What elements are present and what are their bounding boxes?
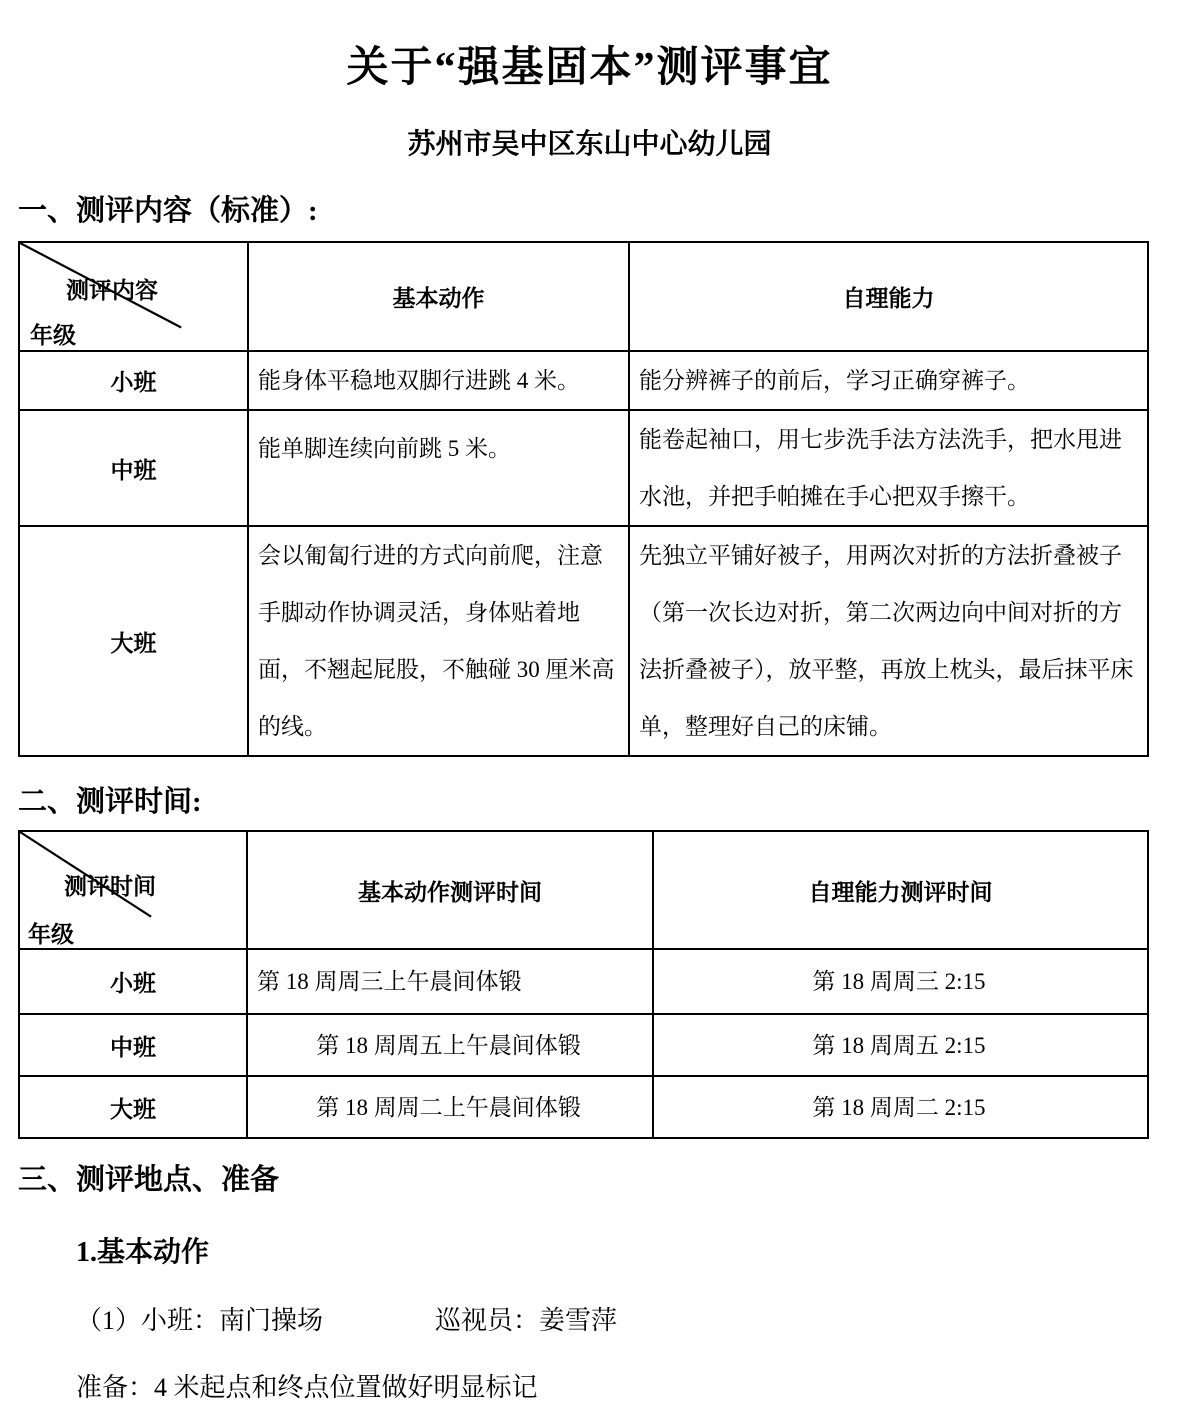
diagonal-header-cell — [19, 831, 247, 949]
selfcare-cell: 先独立平铺好被子，用两次对折的方法折叠被子（第一次长边对折，第二次两边向中间对折的方法折叠被子），放平整，再放上枕头，最后抹平床单，整理好自己的床铺。 — [629, 526, 1148, 756]
table-row — [19, 351, 1148, 410]
inspector-text: 巡视员：姜雪萍 — [435, 1306, 618, 1335]
basic-time-cell: 第 18 周周三上午晨间体锻 — [247, 949, 653, 1014]
document-page — [0, 34, 1179, 1404]
grade-label: 中班 — [19, 410, 248, 526]
column-header-basic-action: 基本动作 — [248, 242, 629, 351]
basic-action-cell: 能身体平稳地双脚行进跳 4 米。 — [248, 351, 629, 410]
section3-subitem-basic-action: 1.基本动作 — [76, 1237, 210, 1268]
basic-action-cell: 能单脚连续向前跳 5 米。 — [248, 410, 629, 526]
column-header-selfcare: 自理能力 — [629, 242, 1148, 351]
section3-heading: 三、测评地点、准备 — [18, 1164, 280, 1196]
evaluation-time-table — [18, 830, 1149, 1139]
column-header-selfcare-time: 自理能力测评时间 — [653, 831, 1148, 949]
selfcare-time-cell: 第 18 周周三 2:15 — [653, 949, 1148, 1014]
selfcare-time-cell: 第 18 周周二 2:15 — [653, 1076, 1148, 1138]
corner-label-grade: 年级 — [30, 323, 76, 348]
corner-label-grade: 年级 — [28, 922, 74, 947]
location-text: （1）小班：南门操场 — [76, 1306, 324, 1335]
column-header-basic-time: 基本动作测评时间 — [247, 831, 653, 949]
basic-time-cell: 第 18 周周五上午晨间体锻 — [247, 1014, 653, 1076]
table-row — [19, 526, 1148, 756]
table-header-row — [19, 831, 1148, 949]
table-row — [19, 1014, 1148, 1076]
grade-label: 大班 — [19, 1076, 247, 1138]
table-row — [19, 1076, 1148, 1138]
table-header-row — [19, 242, 1148, 351]
section3-location-line — [76, 1300, 1179, 1337]
document-title: 关于“强基固本”测评事宜 — [346, 45, 833, 91]
table-row — [19, 949, 1148, 1014]
evaluation-content-table — [18, 241, 1149, 757]
basic-action-cell: 会以匍匐行进的方式向前爬，注意手脚动作协调灵活，身体贴着地面，不翘起屁股，不触碰 30 厘米高的线。 — [248, 526, 629, 756]
grade-label: 小班 — [19, 351, 248, 410]
grade-label: 小班 — [19, 949, 247, 1014]
section3-preparation-line: 准备：4 米起点和终点位置做好明显标记 — [76, 1373, 538, 1402]
selfcare-time-cell: 第 18 周周五 2:15 — [653, 1014, 1148, 1076]
selfcare-cell: 能分辨裤子的前后，学习正确穿裤子。 — [629, 351, 1148, 410]
grade-label: 中班 — [19, 1014, 247, 1076]
section1-heading: 一、测评内容（标准）: — [18, 195, 318, 227]
table-row — [19, 410, 1148, 526]
corner-label-time: 测评时间 — [64, 874, 156, 899]
grade-label: 大班 — [19, 526, 248, 756]
document-subtitle: 苏州市吴中区东山中心幼儿园 — [407, 129, 772, 160]
section2-heading: 二、测评时间: — [18, 786, 202, 818]
diagonal-header-cell — [19, 242, 248, 351]
selfcare-cell: 能卷起袖口，用七步洗手法方法洗手，把水甩进水池，并把手帕摊在手心把双手擦干。 — [629, 410, 1148, 526]
corner-label-content: 测评内容 — [66, 278, 158, 303]
basic-time-cell: 第 18 周周二上午晨间体锻 — [247, 1076, 653, 1138]
